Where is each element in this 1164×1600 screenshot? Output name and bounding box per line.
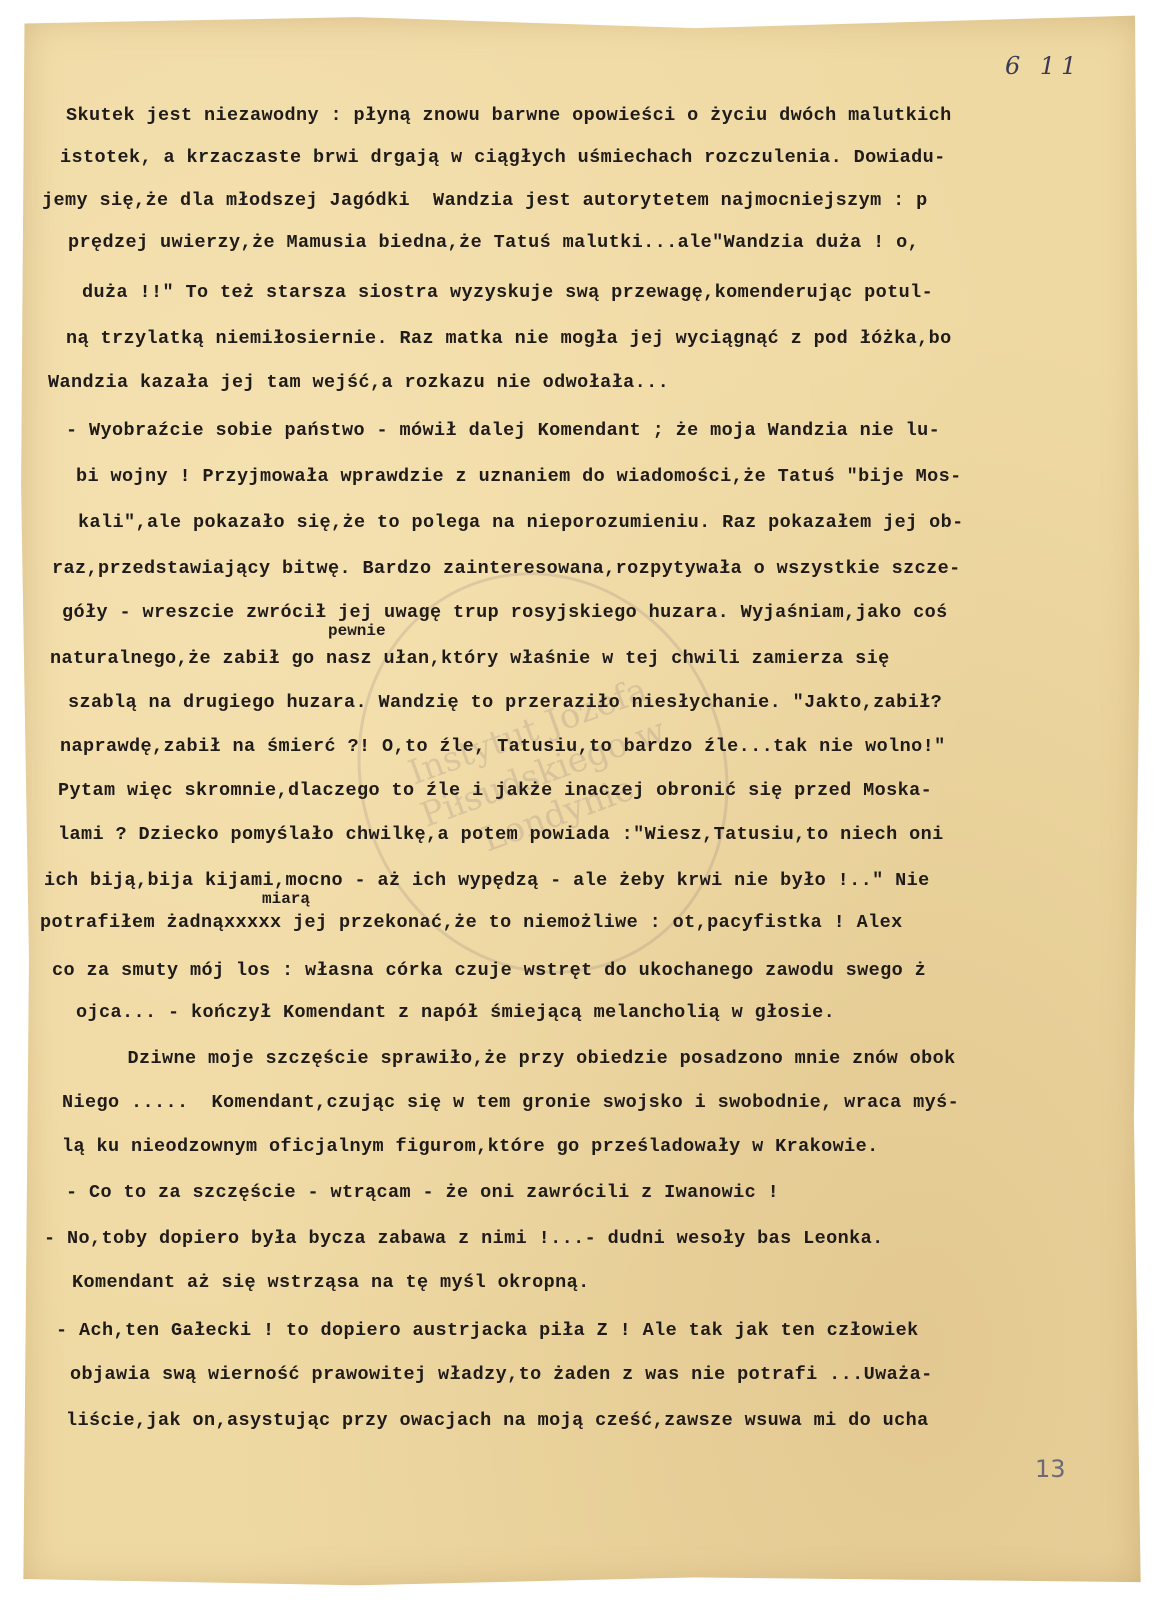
text-line-7: Wandzia kazała jej tam wejść,a rozkazu nie odwołała... xyxy=(48,372,670,393)
text-line-29: objawia swą wierność prawowitej władzy,to żaden z was nie potrafi ...Uważa- xyxy=(70,1364,933,1385)
text-line-12: góły - wreszcie zwrócił jej uwagę trup rosyjskiego huzara. Wyjaśniam,jako coś xyxy=(62,602,948,623)
text-line-8: - Wyobraźcie sobie państwo - mówił dalej Komendant ; że moja Wandzia nie lu- xyxy=(66,420,941,441)
text-line-1: Skutek jest niezawodny : płyną znowu barwne opowieści o życiu dwóch malutkich xyxy=(66,105,952,126)
text-line-27: Komendant aż się wstrząsa na tę myśl okropną. xyxy=(72,1272,590,1293)
text-line-26: - No,toby dopiero była bycza zabawa z nimi !...- dudni wesoły bas Leonka. xyxy=(44,1228,884,1249)
text-line-16: Pytam więc skromnie,dlaczego to źle i jakże inaczej obronić się przed Moska- xyxy=(58,780,933,801)
text-line-25: - Co to za szczęście - wtrącam - że oni zawrócili z Iwanowic ! xyxy=(66,1182,780,1203)
text-line-28: - Ach,ten Gałecki ! to dopiero austrjacka piła Z ! Ale tak jak ten człowiek xyxy=(56,1320,919,1341)
text-line-15: naprawdę,zabił na śmierć ?! O,to źle, Tatusiu,to bardzo źle...tak nie wolno!" xyxy=(60,736,946,757)
text-line-3: jemy się,że dla młodszej Jagódki Wandzia jest autorytetem najmocniejszym : p xyxy=(42,190,928,211)
text-line-11: raz,przedstawiający bitwę. Bardzo zainteresowana,rozpytywała o wszystkie szcze- xyxy=(52,558,961,579)
text-line-10: kali",ale pokazało się,że to polega na nieporozumieniu. Raz pokazałem jej ob- xyxy=(78,512,964,533)
text-line-18: ich biją,bija kijami,mocno - aż ich wypędzą - ale żeby krwi nie było !.." Nie xyxy=(44,870,930,891)
page-number: 6 11 xyxy=(1005,52,1083,80)
archive-number: 13 xyxy=(1035,1455,1066,1483)
text-line-14: szablą na drugiego huzara. Wandzię to przeraziło niesłychanie. "Jakto,zabił? xyxy=(68,692,943,713)
text-line-24: lą ku nieodzownym oficjalnym figurom,które go prześladowały w Krakowie. xyxy=(62,1136,879,1157)
text-line-22: Dziwne moje szczęście sprawiło,że przy obiedzie posadzono mnie znów obok xyxy=(70,1048,956,1069)
text-line-19: potrafiłem żadnąxxxxx jej przekonać,że to niemożliwe : ot,pacyfistka ! Alex xyxy=(40,912,903,933)
text-line-21: ojca... - kończył Komendant z napół śmiejącą melancholią w głosie. xyxy=(76,1002,836,1023)
text-line-30: liście,jak on,asystując przy owacjach na moją cześć,zawsze wsuwa mi do ucha xyxy=(66,1410,929,1431)
text-line-2: istotek, a krzaczaste brwi drgają w ciągłych uśmiechach rozczulenia. Dowiadu- xyxy=(60,147,946,168)
text-line-4: prędzej uwierzy,że Mamusia biedna,że Tatuś malutki...ale"Wandzia duża ! o, xyxy=(68,232,920,253)
text-line-23: Niego ..... Komendant,czując się w tem gronie swojsko i swobodnie, wraca myś- xyxy=(62,1092,960,1113)
text-line-6: ną trzylatką niemiłosiernie. Raz matka nie mogła jej wyciągnąć z pod łóżka,bo xyxy=(66,328,952,349)
text-line-20: co za smuty mój los : własna córka czuje wstręt do ukochanego zawodu swego ż xyxy=(52,960,927,981)
handwritten-insert-miara: miarą xyxy=(262,890,311,908)
handwritten-insert-pewnie: pewnie xyxy=(328,622,386,640)
text-line-9: bi wojny ! Przyjmowała wprawdzie z uznaniem do wiadomości,że Tatuś "bije Mos- xyxy=(76,466,962,487)
text-line-13: naturalnego,że zabił go nasz ułan,który właśnie w tej chwili zamierza się xyxy=(50,648,890,669)
text-line-5: duża !!" To też starsza siostra wyzyskuje swą przewagę,komenderując potul- xyxy=(82,282,934,303)
text-line-17: lami ? Dziecko pomyślało chwilkę,a potem powiada :"Wiesz,Tatusiu,to niech oni xyxy=(58,824,944,845)
